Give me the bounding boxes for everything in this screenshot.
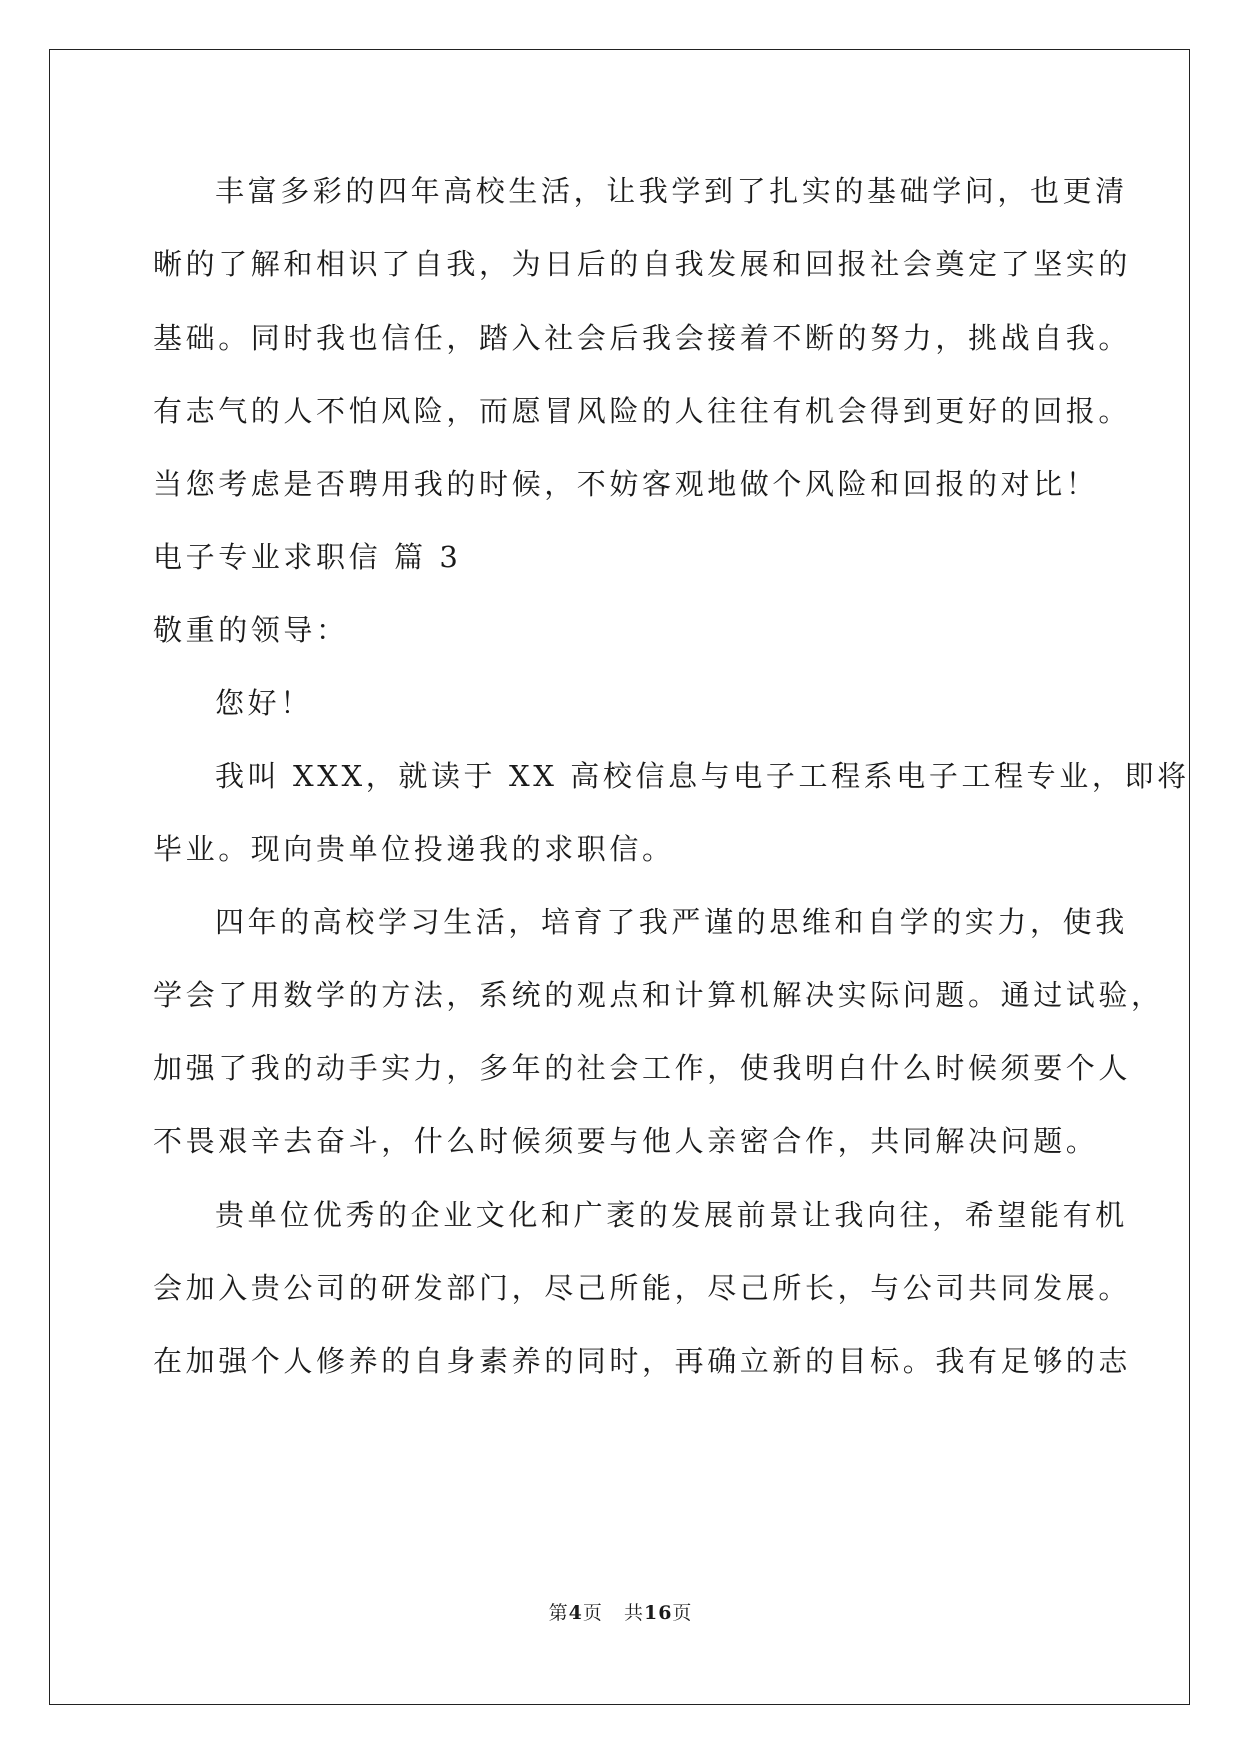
- text-line-2: 晰的了解和相识了自我，为日后的自我发展和回报社会奠定了坚实的: [153, 247, 1132, 281]
- footer-total-pages: 16: [643, 1602, 673, 1624]
- text-line-12: 学会了用数学的方法，系统的观点和计算机解决实际问题。通过试验，: [153, 978, 1164, 1012]
- page-footer: [0, 1601, 1241, 1625]
- text-line-14: 不畏艰辛去奋斗，什么时候须要与他人亲密合作，共同解决问题。: [153, 1124, 1099, 1158]
- footer-page-number: 4: [568, 1602, 583, 1624]
- text-line-11: 四年的高校学习生活，培育了我严谨的思维和自学的实力，使我: [215, 905, 1128, 939]
- page-border: [49, 49, 1190, 1705]
- text-line-3: 基础。同时我也信任，踏入社会后我会接着不断的努力，挑战自我。: [153, 321, 1132, 355]
- text-line-4: 有志气的人不怕风险，而愿冒风险的人往往有机会得到更好的回报。: [153, 394, 1132, 428]
- text-line-9: 我叫 XXX，就读于 XX 高校信息与电子工程系电子工程专业，即将: [215, 759, 1190, 793]
- footer-total-prefix: 共: [623, 1602, 644, 1624]
- footer-page-suffix: 页: [582, 1602, 603, 1624]
- footer-total-suffix: 页: [672, 1602, 693, 1624]
- text-line-10: 毕业。现向贵单位投递我的求职信。: [153, 832, 675, 866]
- text-line-1: 丰富多彩的四年高校生活，让我学到了扎实的基础学问，也更清: [215, 174, 1128, 208]
- text-line-17: 在加强个人修养的自身素养的同时，再确立新的目标。我有足够的志: [153, 1344, 1132, 1378]
- greeting: 您好！: [215, 686, 313, 720]
- text-line-16: 会加入贵公司的研发部门，尽己所能，尽己所长，与公司共同发展。: [153, 1271, 1132, 1305]
- footer-prefix: 第: [548, 1602, 569, 1624]
- salutation: 敬重的领导：: [153, 613, 349, 647]
- text-line-5: 当您考虑是否聘用我的时候，不妨客观地做个风险和回报的对比！: [153, 467, 1099, 501]
- section-heading: 电子专业求职信 篇 3: [153, 540, 462, 574]
- text-line-13: 加强了我的动手实力，多年的社会工作，使我明白什么时候须要个人: [153, 1051, 1132, 1085]
- text-line-15: 贵单位优秀的企业文化和广袤的发展前景让我向往，希望能有机: [215, 1198, 1128, 1232]
